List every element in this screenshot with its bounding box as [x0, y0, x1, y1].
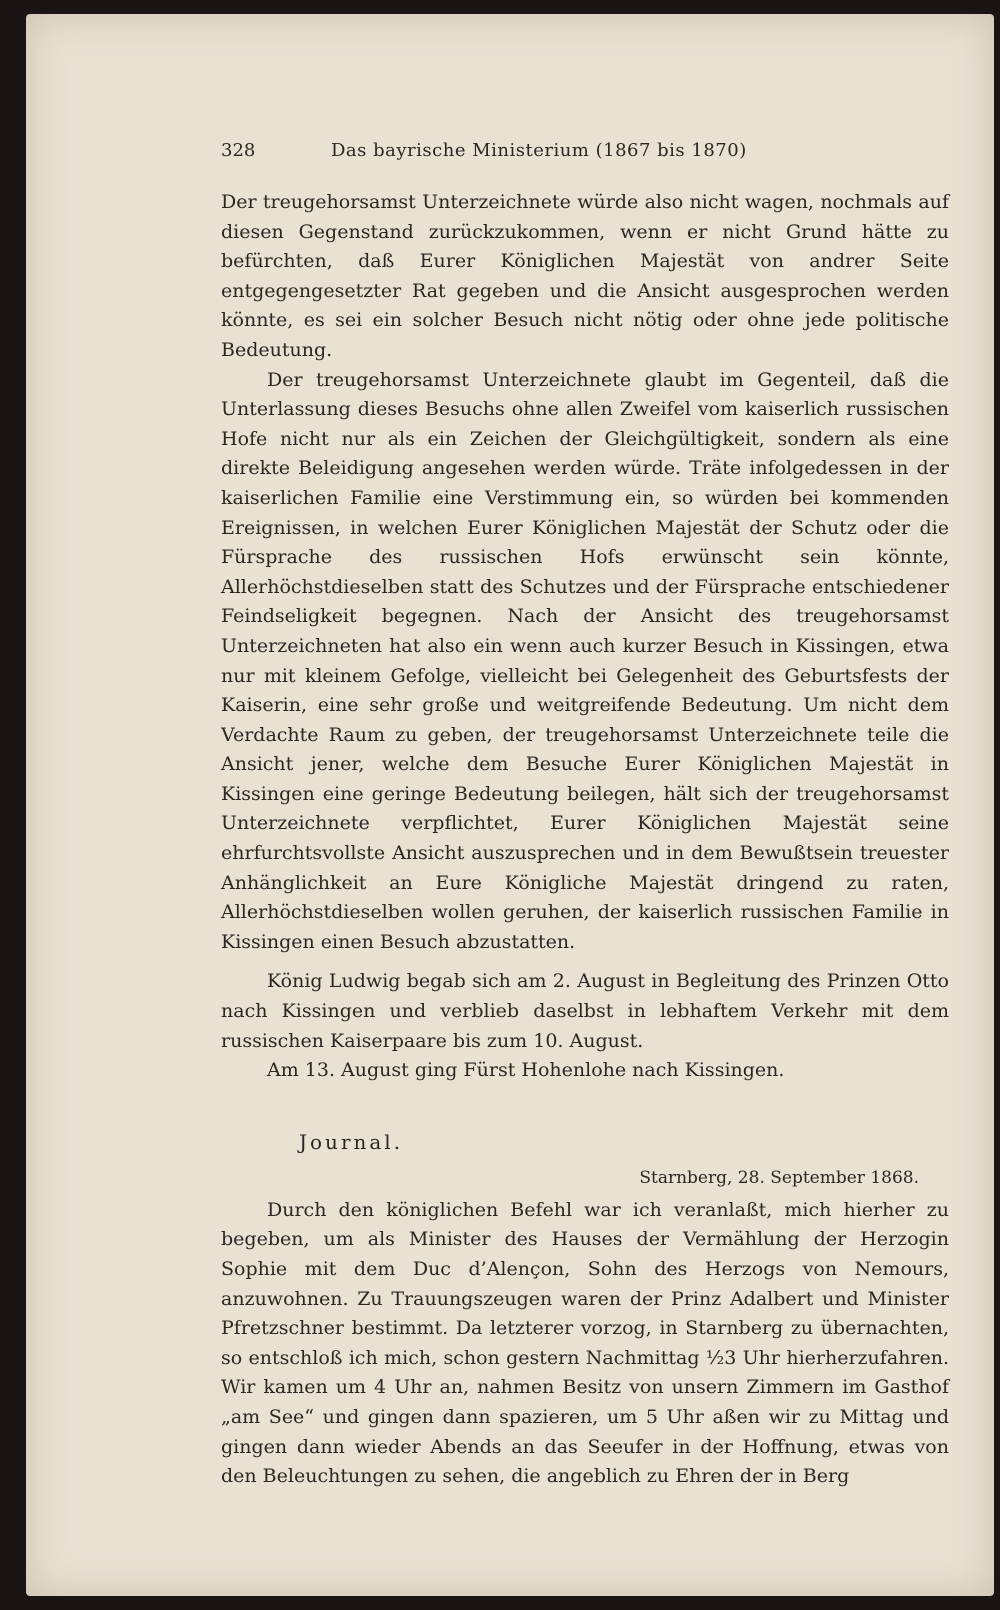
journal-dateline: Starnberg, 28. September 1868.: [639, 1167, 919, 1188]
running-title: Das bayrische Ministerium (1867 bis 1870): [331, 140, 747, 161]
journal-heading: Journal.: [299, 1129, 404, 1154]
paragraph-1: Der treugehorsamst Unterzeichnete würde also nicht wagen, nochmals auf diesen Gegenstand zurückzukommen, wenn er nicht Grund hätte zu befürchten, daß Eurer Königlichen Majestät von andrer Seite entgegengesetzter Rat gegeben und die Ansicht ausgesprochen werden könnte, es sei ein solcher Besuch nicht nötig oder ohne jede politische Bedeutung.: [221, 191, 949, 361]
page-number: 328: [221, 140, 256, 161]
book-page: [26, 14, 994, 1596]
page-content: [221, 136, 949, 1492]
paragraph-gap: [221, 957, 949, 967]
journal-paragraph: Durch den königlichen Befehl war ich veranlaßt, mich hierher zu begeben, um als Minister des Hauses der Vermählung der Herzogin Sophie mit dem Duc d’Alençon, Sohn des Herzogs von Nemours, anzuwohnen. Zu Trauungszeugen waren der Prinz Adalbert und Minister Pfretzschner bestimmt. Da letzterer vorzog, in Starnberg zu übernachten, so entschloß ich mich, schon gestern Nachmittag ½3 Uhr hierherzufahren. Wir kamen um 4 Uhr an, nahmen Besitz von unsern Zimmern im Gasthof „am See“ und gingen dann spazieren, um 5 Uhr aßen wir zu Mittag und gingen dann wieder Abends an das Seeufer in der Hoffnung, etwas von den Beleuchtungen zu sehen, die angeblich zu Ehren der in Berg: [221, 1198, 949, 1488]
paragraph-2: Der treugehorsamst Unterzeichnete glaubt im Gegenteil, daß die Unterlassung dieses Besuchs ohne allen Zweifel vom kaiserlich russischen Hofe nicht nur als ein Zeichen der Gleichgültigkeit, sondern als eine direkte Beleidigung angesehen werden würde. Träte infolgedessen in der kaiserlichen Familie eine Verstimmung ein, so würden bei kommenden Ereignissen, in welchen Eurer Königlichen Majestät der Schutz oder die Fürsprache des russischen Hofs erwünscht sein könnte, Allerhöchstdieselben statt des Schutzes und der Fürsprache entschiedener Feindseligkeit begegnen. Nach der Ansicht des treugehorsamst Unterzeichneten hat also ein wenn auch kurzer Besuch in Kissingen, etwa nur mit kleinem Gefolge, vielleicht bei Gelegenheit des Geburtsfests der Kaiserin, eine sehr große und weitgreifende Bedeutung. Um nicht dem Verdachte Raum zu geben, der treugehorsamst Unterzeichnete teile die Ansicht jener, welche dem Besuche Eurer Königlichen Majestät in Kissingen eine geringe Bedeutung beilegen, hält sich der treugehorsamst Unterzeichnete verpflichtet, Eurer Königlichen Majestät seine ehrfurchtsvollste Ansicht auszusprechen und in dem Bewußtsein treuester Anhänglichkeit an Eure Königliche Majestät dringend zu raten, Allerhöchstdieselben wollen geruhen, der kaiserlich russischen Familie in Kissingen einen Besuch abzustatten.: [221, 368, 949, 953]
paragraph-3: König Ludwig begab sich am 2. August in Begleitung des Prinzen Otto nach Kissingen und verblieb daselbst in lebhaftem Verkehr mit dem russischen Kaiserpaare bis zum 10. August.: [221, 970, 949, 1052]
paragraph-4: Am 13. August ging Fürst Hohenlohe nach Kissingen.: [267, 1059, 785, 1082]
running-header: [221, 136, 949, 170]
